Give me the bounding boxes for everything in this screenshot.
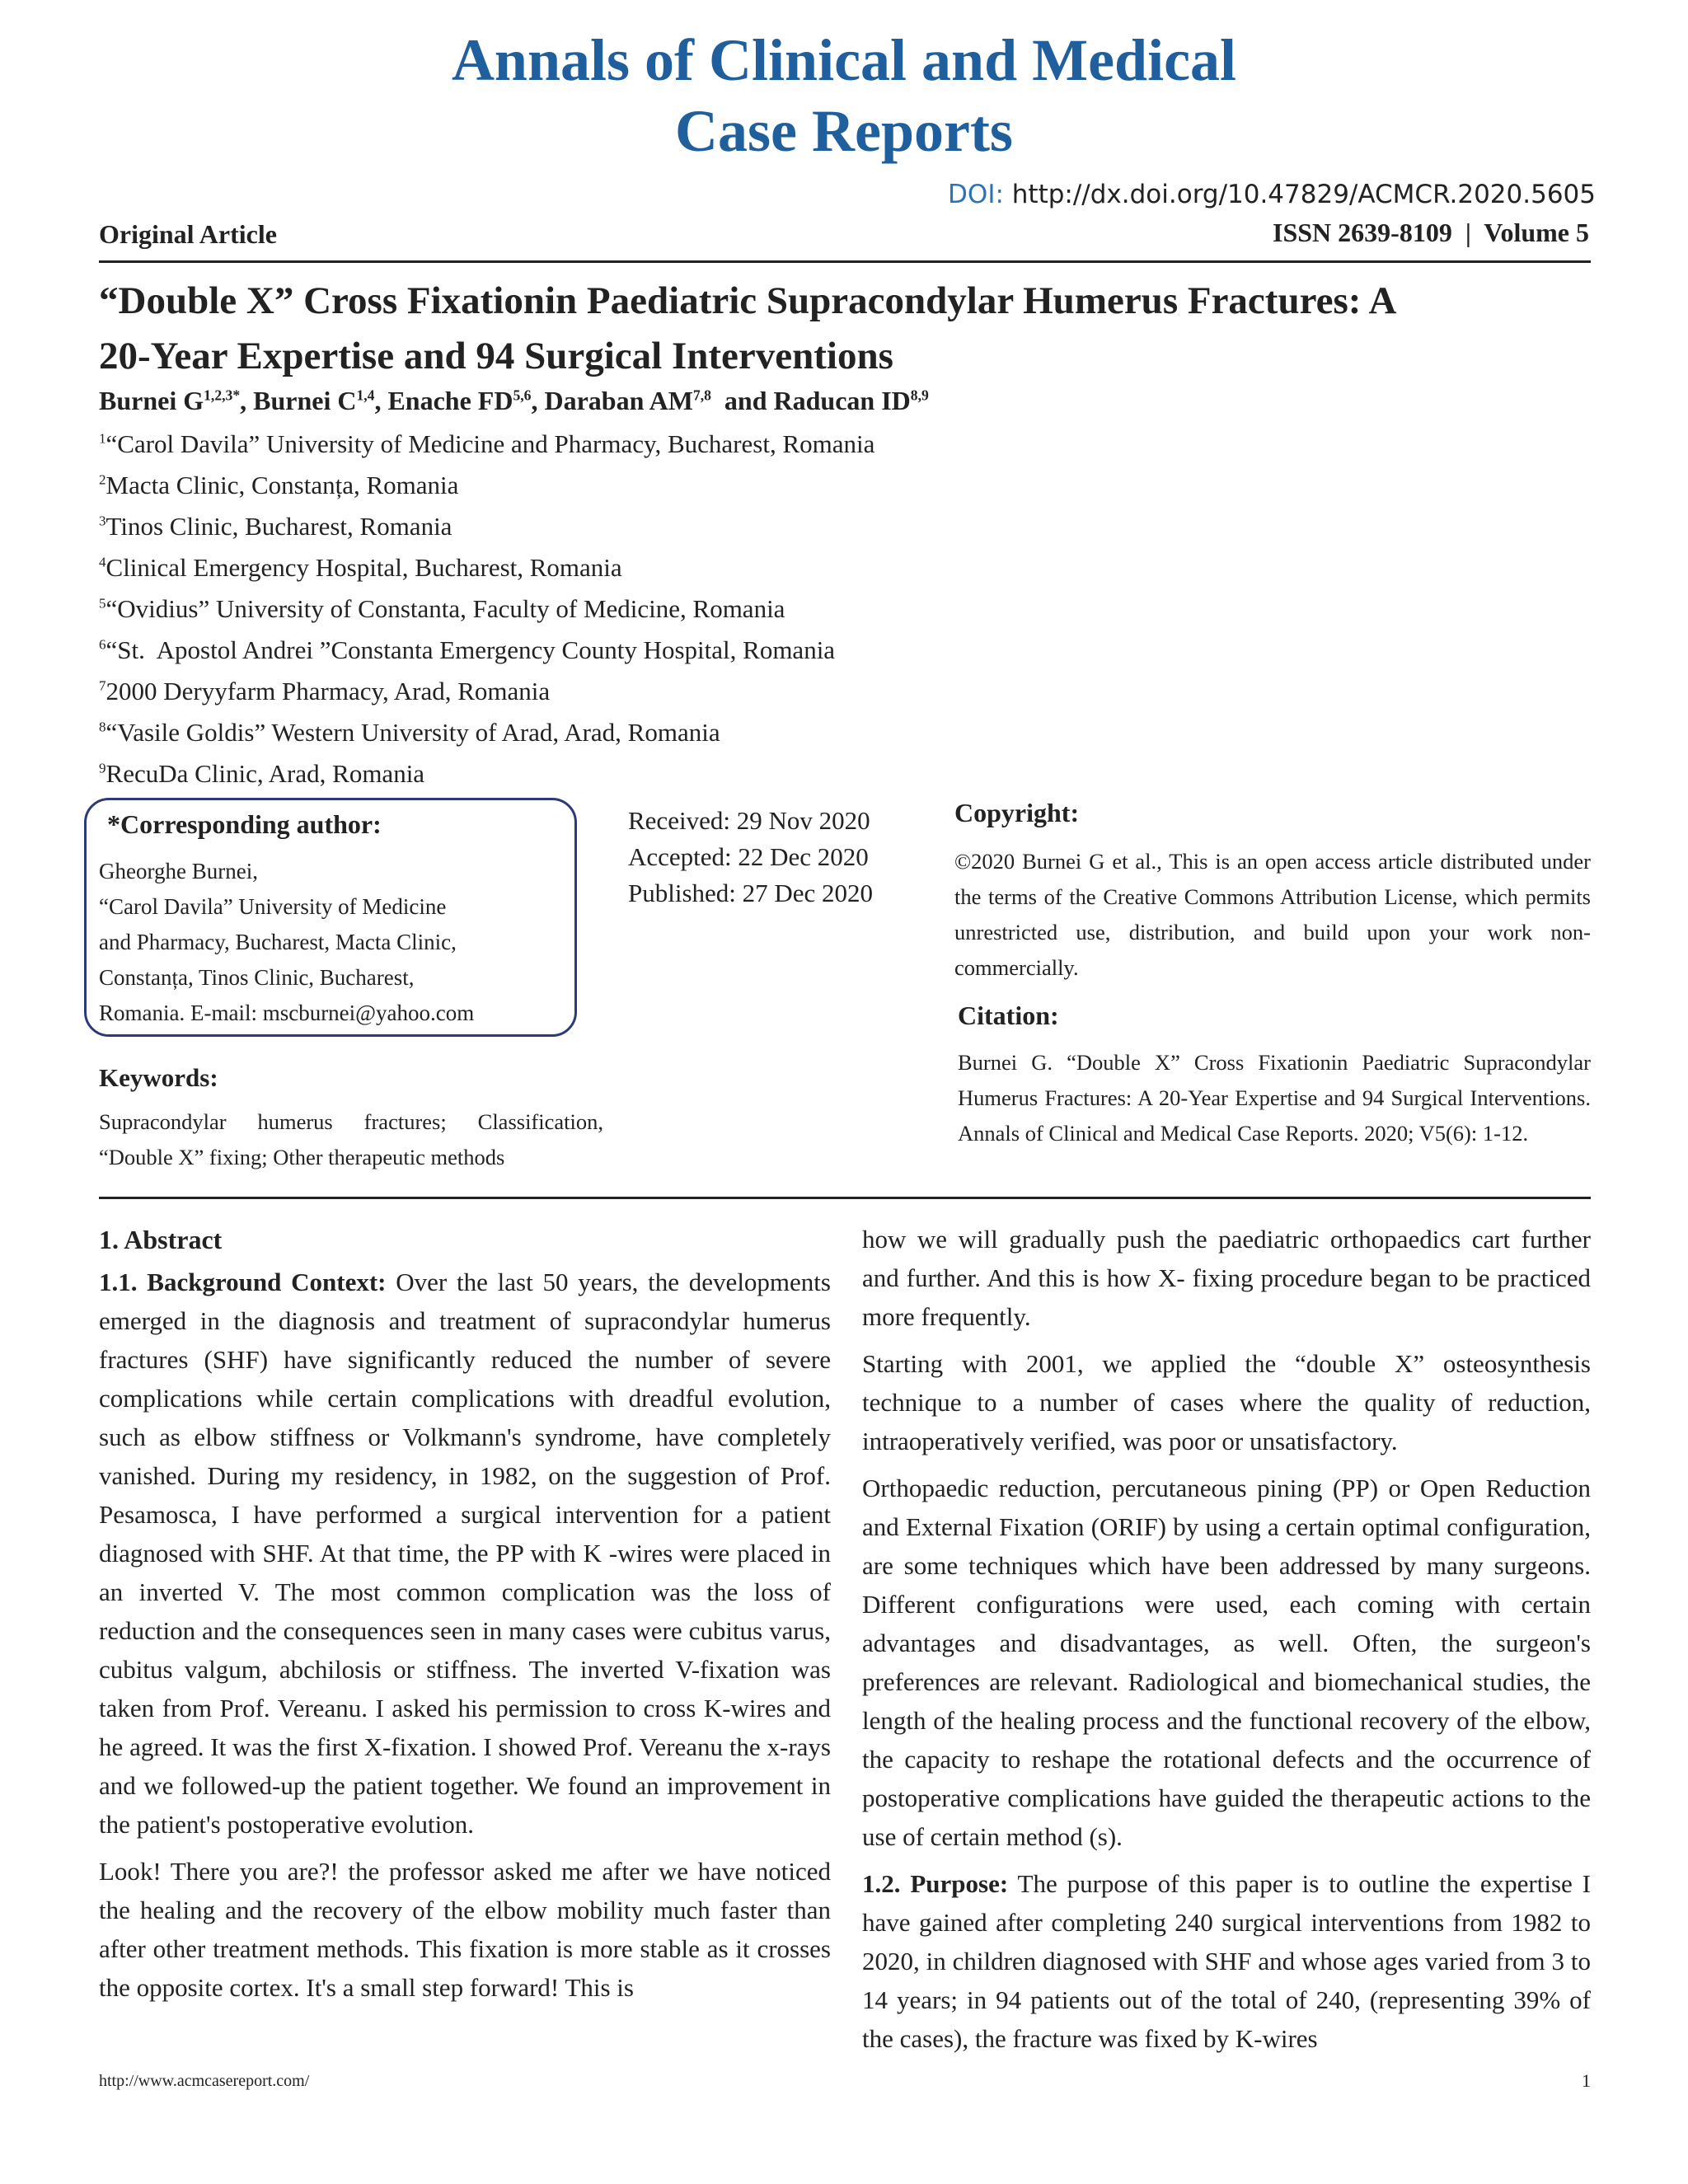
keywords-heading: Keywords: <box>99 1063 218 1092</box>
purpose-label: 1.2. Purpose: <box>862 1869 1009 1898</box>
doi-label: DOI: <box>948 180 1004 209</box>
affiliation-item: $^8$“Vasile Goldis” Western University of Arad, Arad, Romania <box>99 718 720 747</box>
page-number: 1 <box>1582 2070 1591 2091</box>
body-paragraph: how we will gradually push the paediatric orthopaedics cart further and further. And this is how X- fixing procedure began to be practiced more frequently. <box>862 1225 1591 1331</box>
author: Burnei C$^{1,4}$, <box>253 386 388 415</box>
body-column-right <box>862 1220 1591 2066</box>
affiliation-list <box>99 424 874 794</box>
article-title-line2: 20-Year Expertise and 94 Surgical Interventions <box>99 335 893 377</box>
affiliation-item: $^4$Clinical Emergency Hospital, Bucharest, Romania <box>99 553 622 582</box>
section-rule <box>99 1197 1591 1199</box>
body-column-left <box>99 1220 831 2015</box>
copyright-text: ©2020 Burnei G et al., This is an open access article distributed under the terms of the Creative Commons Attribution License, which permits unrestricted use, distribution, and build upon your work non-commercially. <box>954 849 1591 980</box>
volume: Volume 5 <box>1484 218 1589 247</box>
affiliation-item: $^2$Macta Clinic, Constanța, Romania <box>99 471 459 499</box>
published-date: Published: 27 Dec 2020 <box>628 879 874 907</box>
affiliation-item: $^5$“Ovidius” University of Constanta, Faculty of Medicine, Romania <box>99 594 785 623</box>
article-title-line1: “Double X” Cross Fixationin Paediatric Supracondylar Humerus Fractures: A <box>99 279 1397 322</box>
abstract-heading: 1. Abstract <box>99 1225 223 1254</box>
citation-text: Burnei G. “Double X” Cross Fixationin Paediatric Supracondylar Humerus Fractures: A 20-Year Expertise and 94 Surgical Interventions. Annals of Clinical and Medical Case Reports. 2020; V5(6): 1-12. <box>958 1050 1591 1146</box>
article-type: Original Article <box>99 219 277 249</box>
footer-url[interactable]: http://www.acmcasereport.com/ <box>99 2072 310 2090</box>
journal-title <box>0 25 1688 166</box>
body-paragraph: Orthopaedic reduction, percutaneous pining (PP) or Open Reduction and External Fixation (ORIF) by using a certain optimal configuration, are some techniques which have been addressed by many surgeons. Different configurations were used, each coming with certain advantages and disadvantages, as well. Often, the surgeon's preferences are relevant. Radiological and biomechanical studies, the length of the healing process and the functional recovery of the elbow, the capacity to reshape the rotational defects and the occurrence of postoperative complications have guided the therapeutic actions to the use of certain method (s). <box>862 1474 1591 1851</box>
background-label: 1.1. Background Context: <box>99 1268 387 1296</box>
author: Daraban AM$^{7,8}$ and <box>544 386 774 415</box>
author: Raducan ID$^{8,9}$ <box>773 386 929 415</box>
citation-heading: Citation: <box>958 1001 1059 1030</box>
copyright-heading: Copyright: <box>954 798 1080 827</box>
issn: ISSN 2639-8109 <box>1273 218 1452 247</box>
journal-title-line2: Case Reports <box>675 98 1013 164</box>
corresponding-author-heading: *Corresponding author: <box>107 809 382 839</box>
header-rule <box>99 260 1591 263</box>
keywords-text: Supracondylar humerus fractures; Classification, “Double X” fixing; Other therapeutic methods <box>99 1109 603 1169</box>
corresponding-line: Romania. E-mail: mscburnei@yahoo.com <box>99 1001 475 1025</box>
corresponding-line: “Carol Davila” University of Medicine <box>99 894 447 919</box>
accepted-date: Accepted: 22 Dec 2020 <box>628 842 869 871</box>
corresponding-author-details <box>99 854 569 1031</box>
affiliation-item: $^6$“St. Apostol Andrei ”Constanta Emergency County Hospital, Romania <box>99 635 836 664</box>
affiliation-item: $^3$Tinos Clinic, Bucharest, Romania <box>99 512 452 541</box>
affiliation-item: $^1$“Carol Davila” University of Medicine and Pharmacy, Bucharest, Romania <box>99 429 875 458</box>
received-date: Received: 29 Nov 2020 <box>628 806 870 835</box>
author: Enache FD$^{5,6}$, <box>387 386 545 415</box>
article-title <box>99 274 1591 384</box>
doi-link[interactable]: http://dx.doi.org/10.47829/ACMCR.2020.5605 <box>1011 180 1596 209</box>
issn-volume: ISSN 2639-8109 | Volume 5 <box>1273 218 1589 247</box>
purpose-paragraph: 1.2. Purpose: The purpose of this paper is to outline the expertise I have gained after completing 240 surgical interventions from 1982 to 2020, in children diagnosed with SHF and whose ages varied from 3 to 14 years; in 94 patients out of the total of 240, (representing 39% of the cases), the fracture was fixed by K-wires <box>862 1869 1591 2053</box>
background-paragraph: 1.1. Background Context: Over the last 50 years, the developments emerged in the diagnosis and treatment of supracondylar humerus fractures (SHF) have significantly reduced the number of severe complications while certain complications with dreadful evolution, such as elbow stiffness or Volkmann's syndrome, have completely vanished. During my residency, in 1982, on the suggestion of Prof. Pesamosca, I have performed a surgical intervention for a patient diagnosed with SHF. At that time, the PP with K -wires were placed in an inverted V. The most common complication was the loss of reduction and the consequences seen in many cases were cubitus varus, cubitus valgum, abchilosis or stiffness. The inverted V-fixation was taken from Prof. Vereanu. I asked his permission to cross K-wires and he agreed. It was the first X-fixation. I showed Prof. Vereanu the x-rays and we followed-up the patient together. We found an improvement in the patient's postoperative evolution. <box>99 1268 831 1839</box>
corresponding-line: and Pharmacy, Bucharest, Macta Clinic, <box>99 930 457 954</box>
corresponding-line: Constanța, Tinos Clinic, Bucharest, <box>99 965 415 990</box>
affiliation-item: $^7$2000 Deryyfarm Pharmacy, Arad, Romania <box>99 677 551 705</box>
author-list <box>99 386 929 416</box>
article-dates <box>628 803 873 912</box>
corresponding-line: Gheorghe Burnei, <box>99 859 258 883</box>
doi-line <box>948 180 1596 209</box>
affiliation-item: $^9$RecuDa Clinic, Arad, Romania <box>99 759 425 788</box>
body-paragraph: Look! There you are?! the professor asked me after we have noticed the healing and the recovery of the elbow mobility much faster than after other treatment methods. This fixation is more stable as it crosses the opposite cortex. It's a small step forward! This is <box>99 1857 831 2002</box>
author: Burnei $G^{1,2,3*}$, <box>99 386 254 415</box>
body-paragraph: Starting with 2001, we applied the “double X” osteosynthesis technique to a number of cases where the quality of reduction, intraoperatively verified, was poor or unsatisfactory. <box>862 1349 1591 1455</box>
journal-title-line1: Annals of Clinical and Medical <box>451 27 1237 93</box>
